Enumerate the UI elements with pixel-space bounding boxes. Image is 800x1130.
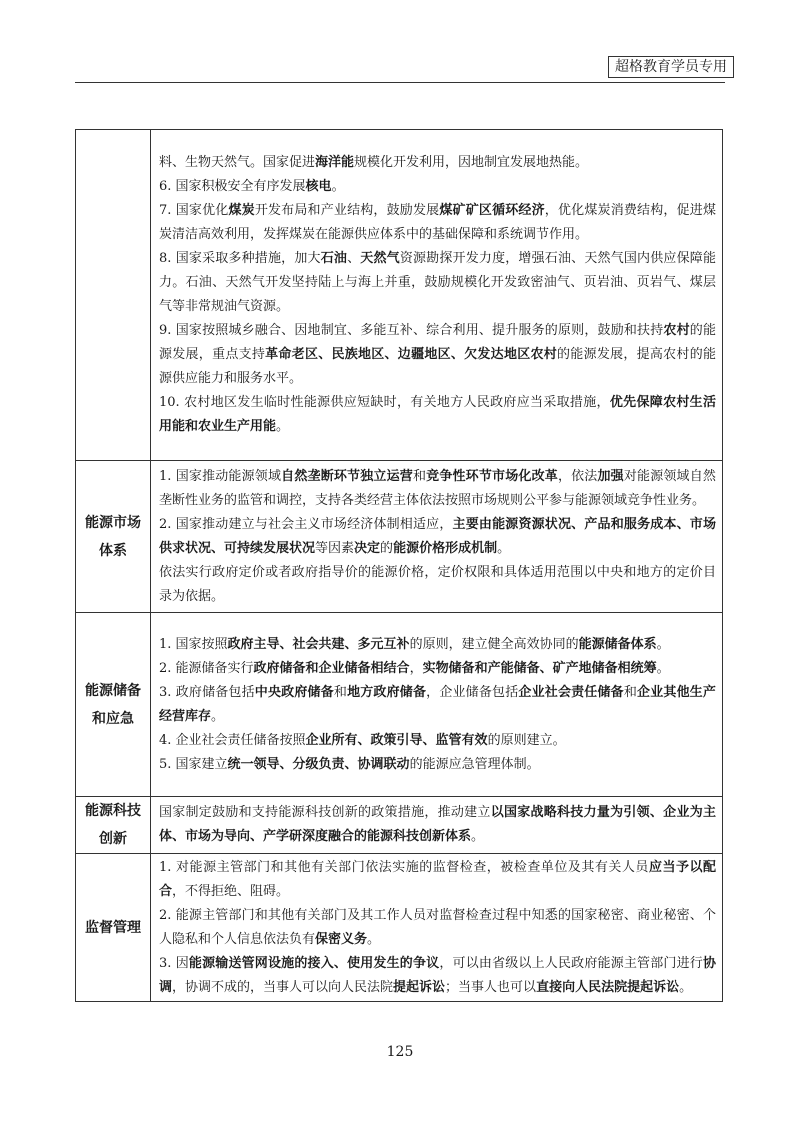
text-segment: 8. 国家采取多种措施，加大 xyxy=(159,251,321,266)
text-segment: 2. 国家推动建立与社会主义市场经济体制相适应， xyxy=(159,516,453,532)
text-segment: 。 xyxy=(656,636,670,652)
text-segment: ，优化煤炭消费结构，促进煤炭清洁高效利用，发挥煤炭在能源供应体系中的基础保障和系统调节作用。 xyxy=(159,203,716,242)
header-tag: 超格教育学员专用 xyxy=(608,56,734,78)
text-segment: 3. 政府储备包括 xyxy=(159,684,255,700)
text-segment: 。 xyxy=(367,931,381,947)
text-segment: 7. 国家优化 xyxy=(159,203,229,218)
table-row xyxy=(76,797,723,854)
text-segment: 。 xyxy=(211,708,225,724)
emphasis-text: 企业其他生产经营库存 xyxy=(159,684,716,724)
row-category: 能源科技创新 xyxy=(76,797,151,854)
text-segment: 4. 企业社会责任储备按照 xyxy=(159,732,306,748)
text-segment: 。 xyxy=(679,979,693,995)
text-segment: 对能源领域自然垄断性业务的监管和调控，支持各类经营主体依法按照市场规则公平参与能源领域竞争性业务。 xyxy=(159,468,716,508)
emphasis-text: 企业社会责任储备 xyxy=(518,684,624,700)
emphasis-text: 能源价格形成机制 xyxy=(393,540,498,556)
text-segment: 和 xyxy=(333,684,348,700)
emphasis-text: 协调 xyxy=(159,955,716,995)
content-paragraph xyxy=(159,904,716,952)
content-paragraph xyxy=(159,801,716,849)
row-content xyxy=(151,461,723,613)
table-row xyxy=(76,613,723,797)
emphasis-text: 革命老区、民族地区、边疆地区、欠发达地区农村 xyxy=(265,347,558,362)
emphasis-text: 竞争性环节市场化改革 xyxy=(426,468,558,484)
row-content xyxy=(151,613,723,797)
text-segment: 的原则建立。 xyxy=(487,732,566,748)
text-segment: 的能源应急管理体制。 xyxy=(409,756,540,772)
text-segment: ，依法 xyxy=(557,468,598,484)
emphasis-text: 地方政府储备 xyxy=(347,684,427,700)
table-row xyxy=(76,854,723,1002)
content-paragraph xyxy=(159,465,716,513)
text-segment: 1. 对能源主管部门和其他有关部门依法实施的监督检查，被检查单位及其有关人员 xyxy=(159,859,649,875)
emphasis-text: 天然气 xyxy=(360,251,400,266)
row-category xyxy=(76,130,151,461)
content-paragraph xyxy=(159,952,716,1000)
content-paragraph xyxy=(159,151,716,175)
text-segment: ，协调不成的，当事人可以向人民法院 xyxy=(172,979,394,995)
text-segment: 2. 能源主管部门和其他有关部门及其工作人员对监督检查过程中知悉的国家秘密、商业秘密、个人隐私和个人信息依法负有 xyxy=(159,907,716,947)
content-paragraph xyxy=(159,681,716,729)
emphasis-text: 中央政府储备 xyxy=(254,684,334,700)
emphasis-text: 企业所有、政策引导、监管有效 xyxy=(305,732,488,748)
row-content xyxy=(151,797,723,854)
text-segment: 1. 国家按照 xyxy=(159,636,228,652)
text-segment: 和 xyxy=(412,468,427,484)
emphasis-text: 决定 xyxy=(354,540,381,556)
text-segment: 和 xyxy=(623,684,638,700)
emphasis-text: 能源输送管网设施的接入、使用发生的争议 xyxy=(188,955,440,971)
emphasis-text: 实物储备和产能储备、矿产地储备相统筹 xyxy=(422,660,657,676)
text-segment: 的原则，建立健全高效协同的 xyxy=(409,636,579,652)
text-segment: 。 xyxy=(497,540,511,556)
row-content xyxy=(151,854,723,1002)
emphasis-text: 直接向人民法院提起诉讼 xyxy=(536,979,680,995)
text-segment: 的能源发展，重点支持 xyxy=(159,323,716,362)
row-content xyxy=(151,130,723,461)
text-segment: 。 xyxy=(276,419,290,434)
row-category: 能源市场体系 xyxy=(76,461,151,613)
table-body xyxy=(76,130,723,1002)
text-segment: 。 xyxy=(656,660,670,676)
text-segment: ，不得拒绝、阻碍。 xyxy=(172,883,290,899)
text-segment: 6. 国家积极安全有序发展 xyxy=(159,179,306,194)
emphasis-text: 主要由能源资源状况、产品和服务成本、市场供求状况、可持续发展状况 xyxy=(159,516,716,556)
text-segment: 依法实行政府定价或者政府指导价的能源价格，定价权限和具体适用范围以中央和地方的定价目录为依据。 xyxy=(159,564,716,604)
emphasis-text: 应当予以配合 xyxy=(159,859,716,899)
row-category: 能源储备和应急 xyxy=(76,613,151,797)
content-paragraph xyxy=(159,561,716,609)
text-segment: 资源勘探开发力度，增强石油、天然气国内供应保障能力。石油、天然气开发坚持陆上与海上并重，鼓励规模化开发致密油气、页岩油、页岩气、煤层气等非常规油气资源。 xyxy=(159,251,716,314)
emphasis-text: 煤矿矿区循环经济 xyxy=(439,203,545,218)
content-paragraph xyxy=(159,391,716,439)
emphasis-text: 政府主导、社会共建、多元互补 xyxy=(227,636,410,652)
content-paragraph xyxy=(159,319,716,391)
text-segment: ， xyxy=(409,660,423,676)
page-number: 125 xyxy=(386,1044,414,1060)
text-segment: ，企业储备包括 xyxy=(426,684,519,700)
text-segment: ，可以由省级以上人民政府能源主管部门进行 xyxy=(439,955,703,971)
emphasis-text: 煤炭 xyxy=(228,203,255,218)
content-paragraph xyxy=(159,513,716,561)
content-paragraph xyxy=(159,633,716,657)
text-segment: 的 xyxy=(380,540,394,556)
emphasis-text: 政府储备和企业储备相结合 xyxy=(253,660,410,676)
content-table xyxy=(75,129,723,1002)
text-segment: 的能源发展，提高农村的能源供应能力和服务水平。 xyxy=(159,347,716,386)
text-segment: 料、生物天然气。国家促进 xyxy=(159,155,316,170)
emphasis-text: 以国家战略科技力量为引领、企业为主体、市场为导向、产学研深度融合的能源科技创新体系 xyxy=(159,805,716,844)
text-segment: 、 xyxy=(347,251,361,266)
content-paragraph xyxy=(159,753,716,777)
emphasis-text: 加强 xyxy=(597,468,624,484)
emphasis-text: 核电 xyxy=(305,179,332,194)
emphasis-text: 提起诉讼 xyxy=(393,979,446,995)
emphasis-text: 能源储备体系 xyxy=(578,636,657,652)
text-segment: 2. 能源储备实行 xyxy=(159,660,254,676)
table-row xyxy=(76,461,723,613)
emphasis-text: 自然垄断环节独立运营 xyxy=(281,468,413,484)
text-segment: ；当事人也可以 xyxy=(445,979,537,995)
text-segment: 。 xyxy=(471,829,485,844)
text-segment: 。 xyxy=(331,179,345,194)
text-segment: 5. 国家建立 xyxy=(159,756,228,772)
content-paragraph xyxy=(159,247,716,319)
content-paragraph xyxy=(159,729,716,753)
content-paragraph xyxy=(159,856,716,904)
text-segment: 开发布局和产业结构，鼓励发展 xyxy=(254,203,440,218)
text-segment: 1. 国家推动能源领域 xyxy=(159,468,282,484)
emphasis-text: 保密义务 xyxy=(315,931,368,947)
text-segment: 10. 农村地区发生临时性能源供应短缺时，有关地方人民政府应当采取措施， xyxy=(159,395,610,410)
text-segment: 等因素 xyxy=(315,540,355,556)
table-row xyxy=(76,130,723,461)
row-category: 监督管理 xyxy=(76,854,151,1002)
text-segment: 3. 因 xyxy=(159,955,189,971)
content-paragraph xyxy=(159,199,716,247)
emphasis-text: 农村 xyxy=(663,323,690,338)
emphasis-text: 石油 xyxy=(320,251,348,266)
header-rule xyxy=(75,82,725,83)
content-paragraph xyxy=(159,175,716,199)
text-segment: 国家制定鼓励和支持能源科技创新的政策措施，推动建立 xyxy=(159,805,491,820)
text-segment: 规模化开发利用，因地制宜发展地热能。 xyxy=(354,155,589,170)
content-paragraph xyxy=(159,657,716,681)
emphasis-text: 统一领导、分级负责、协调联动 xyxy=(227,756,410,772)
emphasis-text: 海洋能 xyxy=(315,155,355,170)
text-segment: 9. 国家按照城乡融合、因地制宜、多能互补、综合利用、提升服务的原则，鼓励和扶持 xyxy=(159,323,664,338)
emphasis-text: 优先保障农村生活用能和农业生产用能 xyxy=(159,395,716,434)
